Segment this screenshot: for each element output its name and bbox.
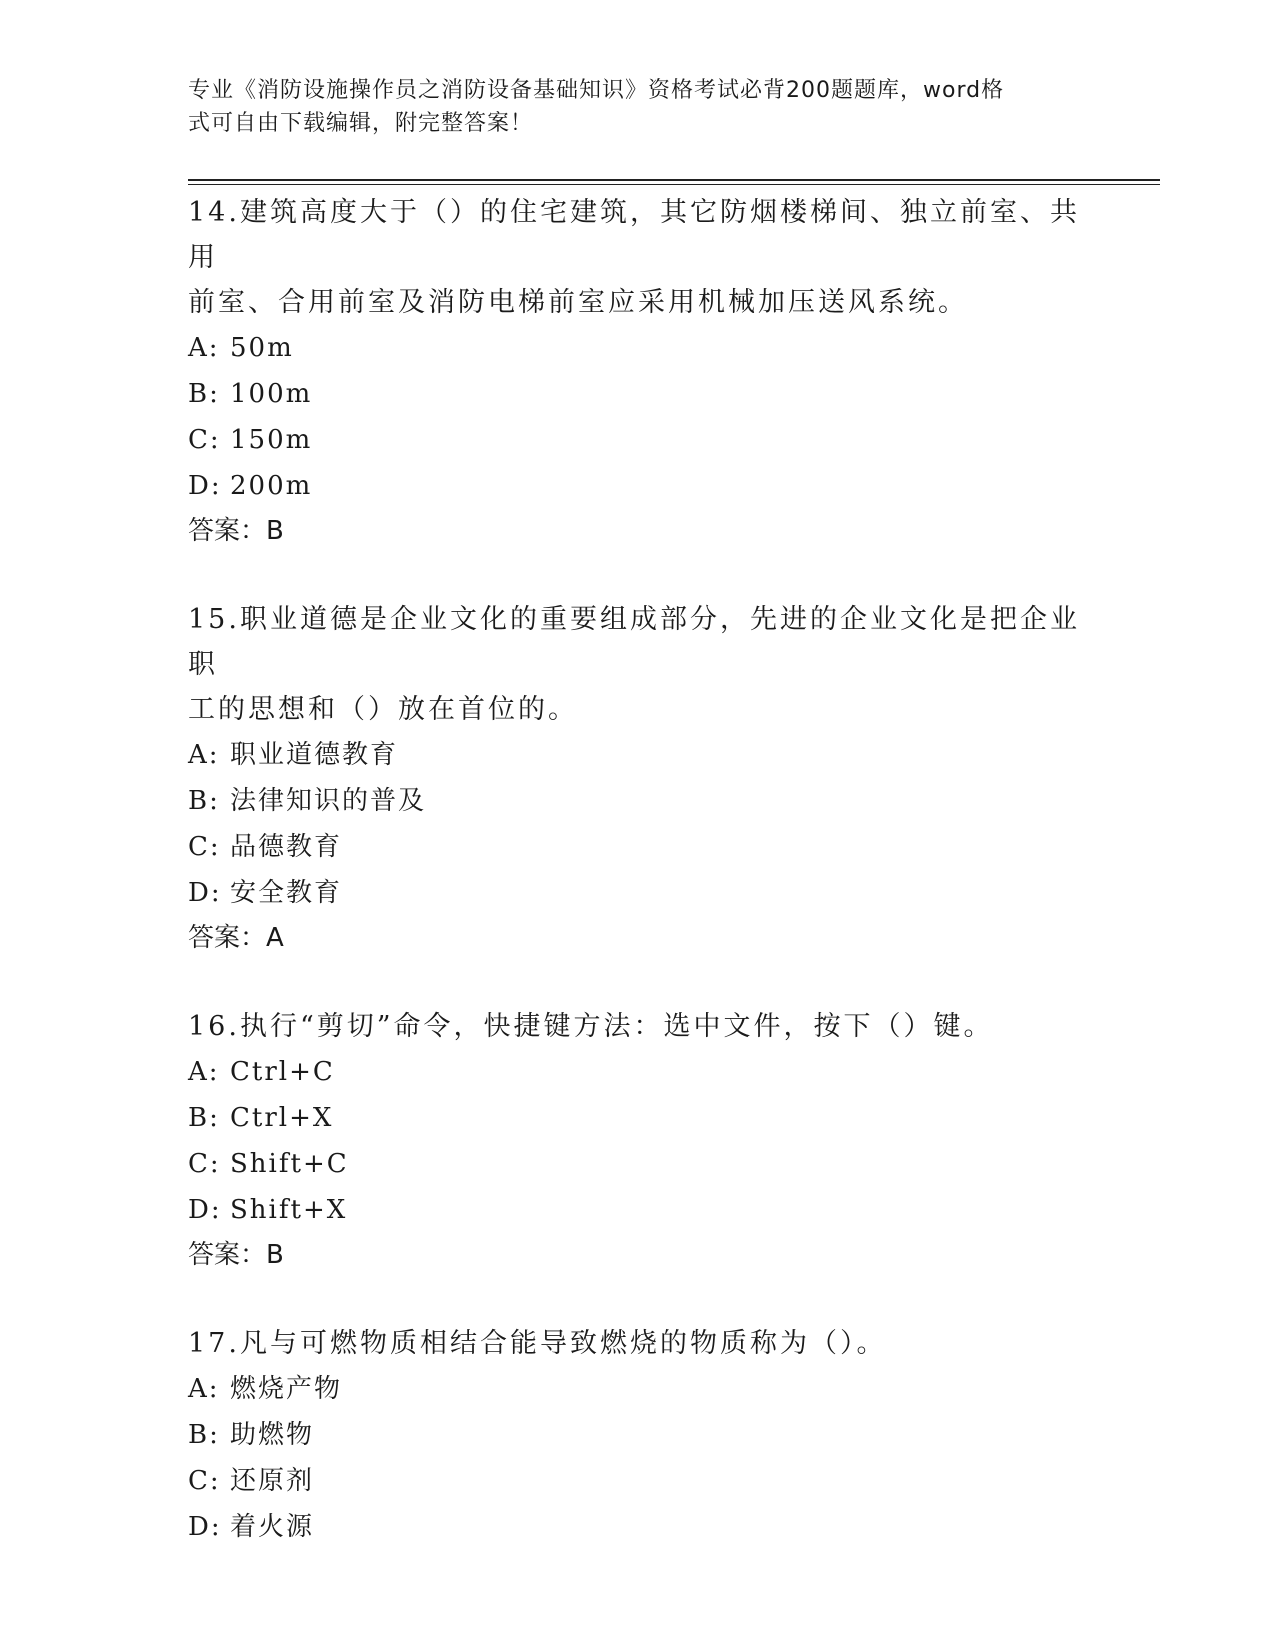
header-divider-thick <box>188 179 1160 181</box>
option-letter: A: <box>188 740 220 770</box>
document-header <box>188 74 1088 140</box>
option-letter: C: <box>188 1149 221 1179</box>
option-d <box>188 463 1088 509</box>
question-14 <box>188 190 1088 553</box>
option-text: Ctrl+X <box>230 1103 334 1133</box>
option-d <box>188 870 1088 916</box>
option-letter: A: <box>188 1057 220 1087</box>
question-stem: 15.职业道德是企业文化的重要组成部分，先进的企业文化是把企业职 <box>188 604 1080 680</box>
answer-line: 答案：B <box>188 516 284 546</box>
option-d <box>188 1187 1088 1233</box>
option-letter: C: <box>188 425 221 455</box>
question-list <box>188 190 1088 1594</box>
option-letter: D: <box>188 1512 222 1542</box>
question-stem: 17.凡与可燃物质相结合能导致燃烧的物质称为（）。 <box>188 1328 887 1359</box>
option-letter: B: <box>188 379 220 409</box>
option-c <box>188 1458 1088 1504</box>
option-text: 法律知识的普及 <box>230 786 427 816</box>
option-d <box>188 1504 1088 1550</box>
option-b <box>188 371 1088 417</box>
header-line-1: 专业《消防设施操作员之消防设备基础知识》资格考试必背200题题库，word格 <box>188 78 1005 103</box>
answer-line: 答案：A <box>188 923 284 953</box>
option-text: 50m <box>230 333 294 363</box>
option-a <box>188 1366 1088 1412</box>
option-letter: B: <box>188 786 220 816</box>
question-16 <box>188 1004 1088 1277</box>
header-divider-thin <box>188 184 1160 185</box>
header-line-2: 式可自由下载编辑，附完整答案！ <box>188 111 534 136</box>
option-text: 还原剂 <box>230 1466 315 1496</box>
option-text: 安全教育 <box>230 878 343 908</box>
option-text: 着火源 <box>230 1512 315 1542</box>
option-text: 200m <box>230 471 313 501</box>
option-c <box>188 417 1088 463</box>
question-stem: 工的思想和（）放在首位的。 <box>188 694 578 725</box>
option-b <box>188 778 1088 824</box>
option-b <box>188 1412 1088 1458</box>
option-text: 燃烧产物 <box>230 1374 343 1404</box>
option-a <box>188 325 1088 371</box>
option-text: 150m <box>230 425 313 455</box>
option-letter: A: <box>188 333 220 363</box>
option-text: 品德教育 <box>230 832 343 862</box>
option-letter: D: <box>188 471 222 501</box>
option-c <box>188 1141 1088 1187</box>
option-text: Shift+X <box>230 1195 348 1225</box>
question-15 <box>188 597 1088 960</box>
option-letter: B: <box>188 1103 220 1133</box>
option-c <box>188 824 1088 870</box>
option-text: Shift+C <box>230 1149 349 1179</box>
option-letter: D: <box>188 878 222 908</box>
option-text: 助燃物 <box>230 1420 315 1450</box>
option-letter: A: <box>188 1374 220 1404</box>
option-a <box>188 1049 1088 1095</box>
question-stem: 16.执行“剪切”命令，快捷键方法：选中文件，按下（）键。 <box>188 1011 994 1042</box>
option-a <box>188 732 1088 778</box>
option-letter: C: <box>188 1466 221 1496</box>
option-text: 100m <box>230 379 313 409</box>
option-letter: B: <box>188 1420 220 1450</box>
option-text: 职业道德教育 <box>230 740 399 770</box>
answer-line: 答案：B <box>188 1240 284 1270</box>
question-17 <box>188 1321 1088 1550</box>
option-letter: D: <box>188 1195 222 1225</box>
question-stem: 14.建筑高度大于（）的住宅建筑，其它防烟楼梯间、独立前室、共用 <box>188 197 1080 273</box>
option-b <box>188 1095 1088 1141</box>
question-stem: 前室、合用前室及消防电梯前室应采用机械加压送风系统。 <box>188 287 968 318</box>
option-letter: C: <box>188 832 221 862</box>
option-text: Ctrl+C <box>230 1057 335 1087</box>
